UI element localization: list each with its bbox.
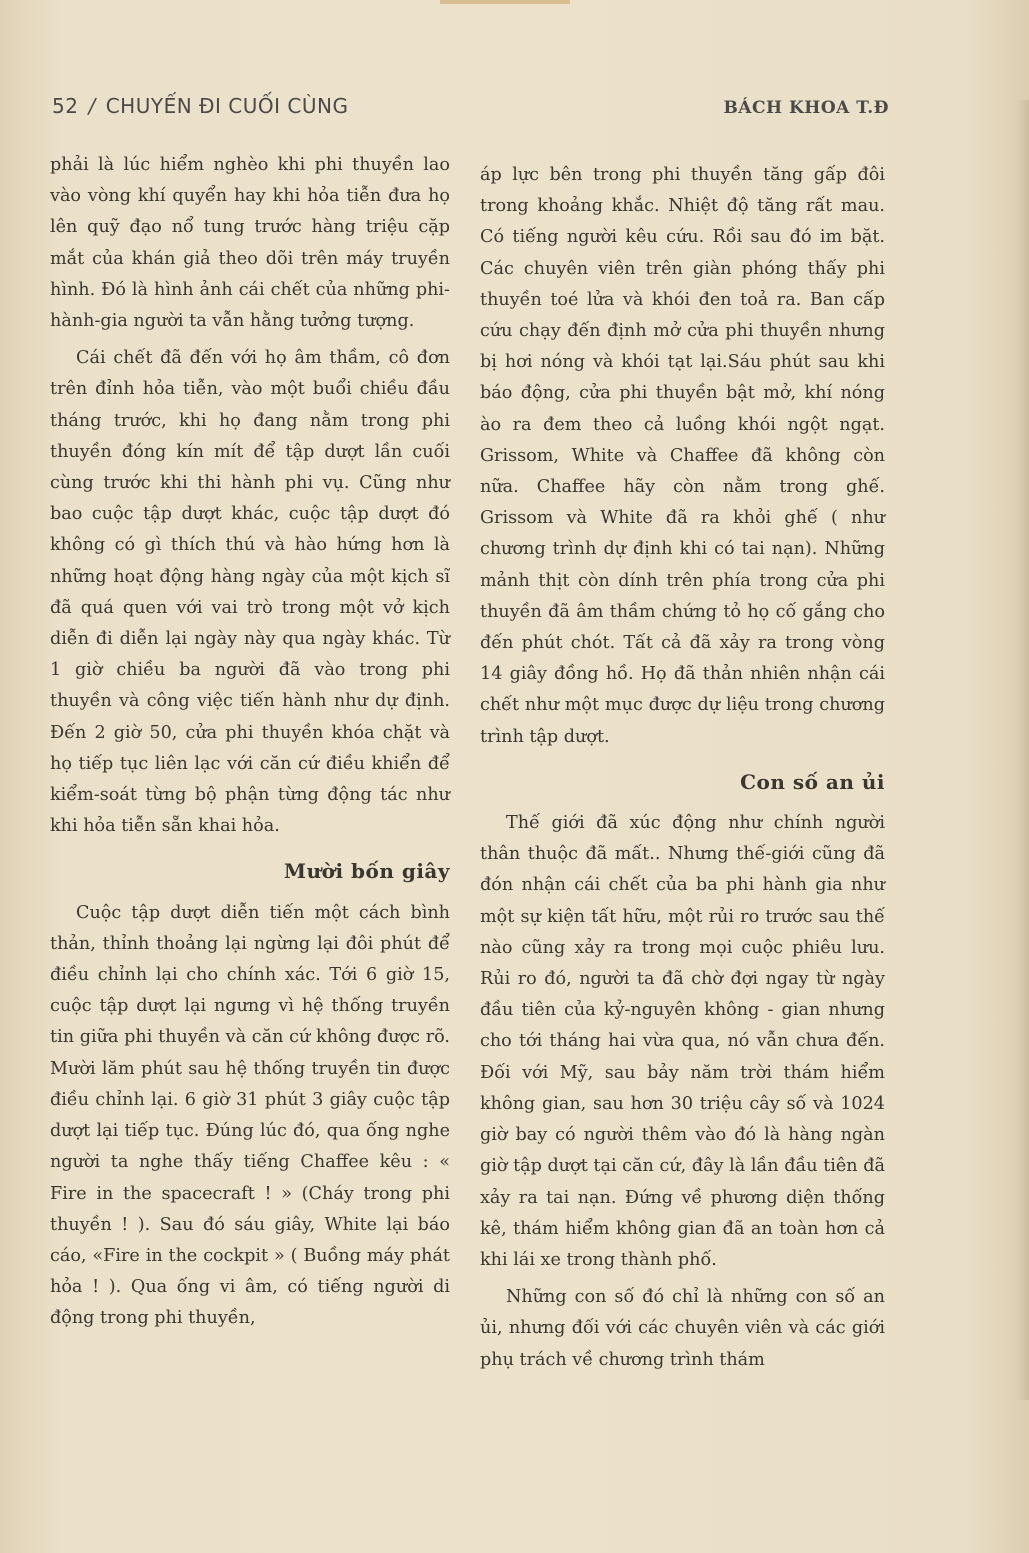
magazine-name: BÁCH KHOA T.Đ (723, 98, 889, 118)
header-left (52, 94, 348, 118)
right-column (480, 160, 885, 1382)
section-heading-muoi-bon-giay: Mười bốn giây (283, 859, 450, 884)
left-paragraph-1: phải là lúc hiểm nghèo khi phi thuyền lao vào vòng khí quyển hay khi hỏa tiễn đưa họ lên quỹ đạo nổ tung trước hàng triệu cặp mắt của khán giả theo dõi trên máy truyền hình. Đó là hình ảnh cái chết của những phi-hành-gia người ta vẫn hằng tưởng tượng. (50, 155, 450, 332)
right-paragraph-3: Những con số đó chỉ là những con số an ủi, nhưng đối với các chuyên viên và các giới phụ trách về chương trình thám (480, 1287, 885, 1370)
running-header (52, 78, 889, 118)
left-paragraph-3: Cuộc tập dượt diễn tiến một cách bình thản, thỉnh thoảng lại ngừng lại đôi phút để điều chỉnh lại cho chính xác. Tới 6 giờ 15, cuộc tập dượt lại ngưng vì hệ thống truyền tin giữa phi thuyền và căn cứ không được rõ. Mười lăm phút sau hệ thống truyền tin được điều chỉnh lại. 6 giờ 31 phút 3 giây cuộc tập dượt lại tiếp tục. Đúng lúc đó, qua ống nghe người ta nghe thấy tiếng Chaffee kêu : « Fire in the spacecraft ! » (Cháy trong phi thuyền ! ). Sau đó sáu giây, White lại báo cáo, «Fire in the cockpit » ( Buồng máy phát hỏa ! ). Qua ống vi âm, có tiếng người di động trong phi thuyền, (50, 902, 450, 1329)
page-edge-shadow (1015, 100, 1029, 1400)
page-number: 52 (52, 94, 79, 118)
header-separator: / (88, 94, 96, 118)
right-paragraph-1: áp lực bên trong phi thuyền tăng gấp đôi trong khoảng khắc. Nhiệt độ tăng rất mau. Có tiếng người kêu cứu. Rồi sau đó im bặt. Các chuyên viên trên giàn phóng thấy phi thuyền toé lửa và khói đen toả ra. Ban cấp cứu chạy đến định mở cửa phi thuyền nhưng bị hơi nóng và khói tạt lại.Sáu phút sau khi báo động, cửa phi thuyền bật mở, khí nóng ào ra đem theo cả luồng khói ngột ngạt. Grissom, White và Chaffee đã không còn nữa. Chaffee hãy còn nằm trong ghế. Grissom và White đã ra khỏi ghế ( như chương trình dự định khi có tai nạn). Những mảnh thịt còn dính trên phía trong cửa phi thuyền đã âm thầm chứng tỏ họ cố gắng cho đến phút chót. Tất cả đã xảy ra trong vòng 14 giây đồng hồ. Họ đã thản nhiên nhận cái chết như một mục được dự liệu trong chương trình tập dượt. (480, 165, 885, 747)
left-column (50, 150, 450, 1341)
section-heading-con-so-an-ui: Con số an ủi (740, 769, 885, 794)
article-title: CHUYẾN ĐI CUỐI CÙNG (105, 94, 349, 118)
paper-stain (440, 0, 570, 4)
left-paragraph-2: Cái chết đã đến với họ âm thầm, cô đơn trên đỉnh hỏa tiễn, vào một buổi chiều đầu tháng trước, khi họ đang nằm trong phi thuyền đóng kín mít để tập dượt lần cuối cùng trước khi thi hành phi vụ. Cũng như bao cuộc tập dượt khác, cuộc tập dượt đó không có gì thích thú và hào hứng hơn là những hoạt động hàng ngày của một kịch sĩ đã quá quen với vai trò trong một vở kịch diễn đi diễn lại ngày này qua ngày khác. Từ 1 giờ chiều ba người đã vào trong phi thuyền và công việc tiến hành như dự định. Đến 2 giờ 50, cửa phi thuyền khóa chặt và họ tiếp tục liên lạc với căn cứ điều khiển để kiểm-soát từng bộ phận từng động tác như khi hỏa tiễn sẵn khai hỏa. (50, 348, 450, 837)
right-paragraph-2: Thế giới đã xúc động như chính người thân thuộc đã mất.. Nhưng thế-giới cũng đã đón nhận cái chết của ba phi hành gia như một sự kiện tất hữu, một rủi ro trước sau thế nào cũng xảy ra trong mọi cuộc phiêu lưu. Rủi ro đó, người ta đã chờ đợi ngay từ ngày đầu tiên của kỷ-nguyên không - gian nhưng cho tới tháng hai vừa qua, nó vẫn chưa đến. Đối với Mỹ, sau bảy năm trời thám hiểm không gian, sau hơn 30 triệu cây số và 1024 giờ bay có người thêm vào đó là hàng ngàn giờ tập dượt tại căn cứ, đây là lần đầu tiên đã xảy ra tai nạn. Đứng về phương diện thống kê, thám hiểm không gian đã an toàn hơn cả khi lái xe trong thành phố. (480, 813, 885, 1270)
